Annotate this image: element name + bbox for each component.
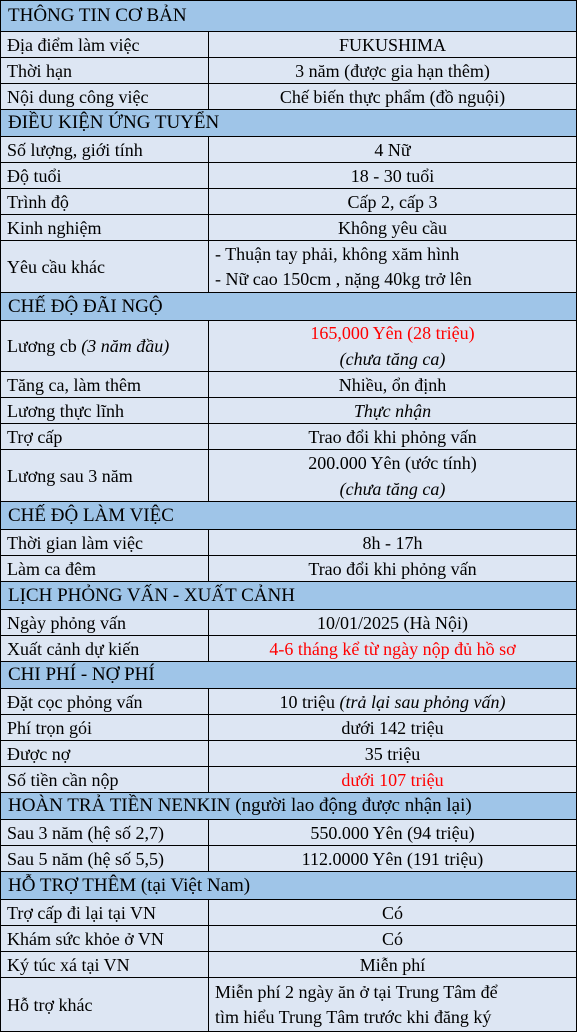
row-other-requirements: [0, 241, 577, 293]
row-label: Lương sau 3 năm: [1, 450, 209, 501]
value-line: Miễn phí 2 ngày ăn ở tại Trung Tâm để: [215, 981, 498, 1002]
row-value: Trao đổi khi phỏng vấn: [209, 556, 576, 581]
row-value: Thực nhận: [209, 398, 576, 423]
row-value: [209, 689, 576, 714]
row-label: Kinh nghiệm: [1, 215, 209, 240]
row-experience: [0, 215, 577, 241]
deposit-note: (trả lại sau phỏng vấn): [339, 691, 506, 712]
section-support: [0, 872, 577, 900]
row-hours: [0, 530, 577, 556]
row-to-pay: [0, 767, 577, 793]
row-value: Chế biến thực phẩm (đồ nguội): [209, 84, 576, 109]
row-deposit: [0, 689, 577, 715]
row-value: dưới 142 triệu: [209, 715, 576, 740]
row-value: 35 triệu: [209, 741, 576, 766]
row-base-salary: [0, 321, 577, 372]
row-value: 8h - 17h: [209, 530, 576, 555]
section-title: CHI PHÍ - NỢ PHÍ: [8, 664, 155, 685]
row-value: Có: [209, 900, 576, 925]
row-quantity: [0, 137, 577, 163]
row-value: Nhiều, ổn định: [209, 372, 576, 397]
row-value: Miễn phí: [209, 952, 576, 977]
salary-note: (chưa tăng ca): [339, 349, 446, 369]
row-label: Làm ca đêm: [1, 556, 209, 581]
section-fees: [0, 662, 577, 689]
section-work: [0, 502, 577, 530]
row-label: Lương thực lĩnh: [1, 398, 209, 423]
row-salary-after: [0, 450, 577, 502]
row-interview-date: [0, 610, 577, 636]
row-label: Nội dung công việc: [1, 84, 209, 109]
row-nenkin-5: [0, 846, 577, 872]
section-benefits: [0, 293, 577, 321]
row-duration: [0, 58, 577, 84]
value-line: - Nữ cao 150cm , nặng 40kg trở lên: [215, 268, 472, 289]
section-title: CHẾ ĐỘ LÀM VIỆC: [8, 504, 174, 526]
section-nenkin: [0, 793, 577, 820]
section-basic: [0, 0, 577, 32]
row-age: [0, 163, 577, 189]
row-value: 4-6 tháng kể từ ngày nộp đủ hồ sơ: [209, 636, 576, 661]
row-dorm: [0, 952, 577, 978]
row-label: Xuất cảnh dự kiến: [1, 636, 209, 661]
section-title: CHẾ ĐỘ ĐÃI NGỘ: [8, 295, 163, 317]
row-value: [209, 321, 576, 371]
row-label: Trình độ: [1, 189, 209, 214]
row-job: [0, 84, 577, 110]
row-value: 550.000 Yên (94 triệu): [209, 820, 576, 845]
salary-amount: 165,000 Yên (28 triệu): [310, 323, 475, 343]
row-value: [209, 978, 576, 1031]
salary-note: (chưa tăng ca): [339, 478, 446, 499]
row-label: Thời hạn: [1, 58, 209, 83]
row-location: [0, 32, 577, 58]
section-title: HỖ TRỢ THÊM (tại Việt Nam): [8, 874, 251, 896]
row-label: Địa điểm làm việc: [1, 32, 209, 57]
row-value: Có: [209, 926, 576, 951]
section-schedule: [0, 582, 577, 610]
row-label: Sau 5 năm (hệ số 5,5): [1, 846, 209, 871]
row-package: [0, 715, 577, 741]
row-label: Ngày phỏng vấn: [1, 610, 209, 635]
row-value: dưới 107 triệu: [209, 767, 576, 792]
row-value: 4 Nữ: [209, 137, 576, 162]
section-title: THÔNG TIN CƠ BẢN: [8, 5, 187, 26]
row-departure: [0, 636, 577, 662]
row-label: Được nợ: [1, 741, 209, 766]
row-label: Tăng ca, làm thêm: [1, 372, 209, 397]
section-requirements: [0, 110, 577, 137]
row-value: Trao đổi khi phỏng vấn: [209, 424, 576, 449]
row-label: Số tiền cần nộp: [1, 767, 209, 792]
row-net-salary: [0, 398, 577, 424]
row-label: Đặt cọc phỏng vấn: [1, 689, 209, 714]
row-overtime: [0, 372, 577, 398]
row-education: [0, 189, 577, 215]
row-value: Cấp 2, cấp 3: [209, 189, 576, 214]
row-label: Thời gian làm việc: [1, 530, 209, 555]
salary-amount: 200.000 Yên (ước tính): [308, 452, 477, 473]
row-nenkin-3: [0, 820, 577, 846]
row-label: [1, 321, 209, 371]
deposit-amount: 10 triệu: [279, 691, 335, 712]
section-title: ĐIỀU KIỆN ỨNG TUYỂN: [8, 112, 220, 133]
row-value: 3 năm (được gia hạn thêm): [209, 58, 576, 83]
value-line: tìm hiểu Trung Tâm trước khi đăng ký: [215, 1006, 492, 1027]
row-health: [0, 926, 577, 952]
row-label: Yêu cầu khác: [1, 241, 209, 292]
label-text: Lương cb: [7, 336, 77, 356]
row-value: 18 - 30 tuổi: [209, 163, 576, 188]
row-value: [209, 241, 576, 292]
row-label: Khám sức khỏe ở VN: [1, 926, 209, 951]
row-value: 112.0000 Yên (191 triệu): [209, 846, 576, 871]
row-value: Không yêu cầu: [209, 215, 576, 240]
row-label: Ký túc xá tại VN: [1, 952, 209, 977]
value-line: - Thuận tay phải, không xăm hình: [215, 243, 460, 264]
row-allowance: [0, 424, 577, 450]
row-value: [209, 450, 576, 501]
section-title: LỊCH PHỎNG VẤN - XUẤT CẢNH: [8, 584, 295, 606]
row-label: Hỗ trợ khác: [1, 978, 209, 1031]
row-label: Số lượng, giới tính: [1, 137, 209, 162]
row-label: Trợ cấp: [1, 424, 209, 449]
row-loan: [0, 741, 577, 767]
row-label: Trợ cấp đi lại tại VN: [1, 900, 209, 925]
row-label: Độ tuổi: [1, 163, 209, 188]
row-night: [0, 556, 577, 582]
row-value: FUKUSHIMA: [209, 32, 576, 57]
row-label: Sau 3 năm (hệ số 2,7): [1, 820, 209, 845]
row-other-support: [0, 978, 577, 1032]
row-value: 10/01/2025 (Hà Nội): [209, 610, 576, 635]
label-note: (3 năm đầu): [81, 336, 170, 356]
section-title: HOÀN TRẢ TIỀN NENKIN (người lao động được nhận lại): [8, 795, 472, 816]
row-travel: [0, 900, 577, 926]
row-label: Phí trọn gói: [1, 715, 209, 740]
